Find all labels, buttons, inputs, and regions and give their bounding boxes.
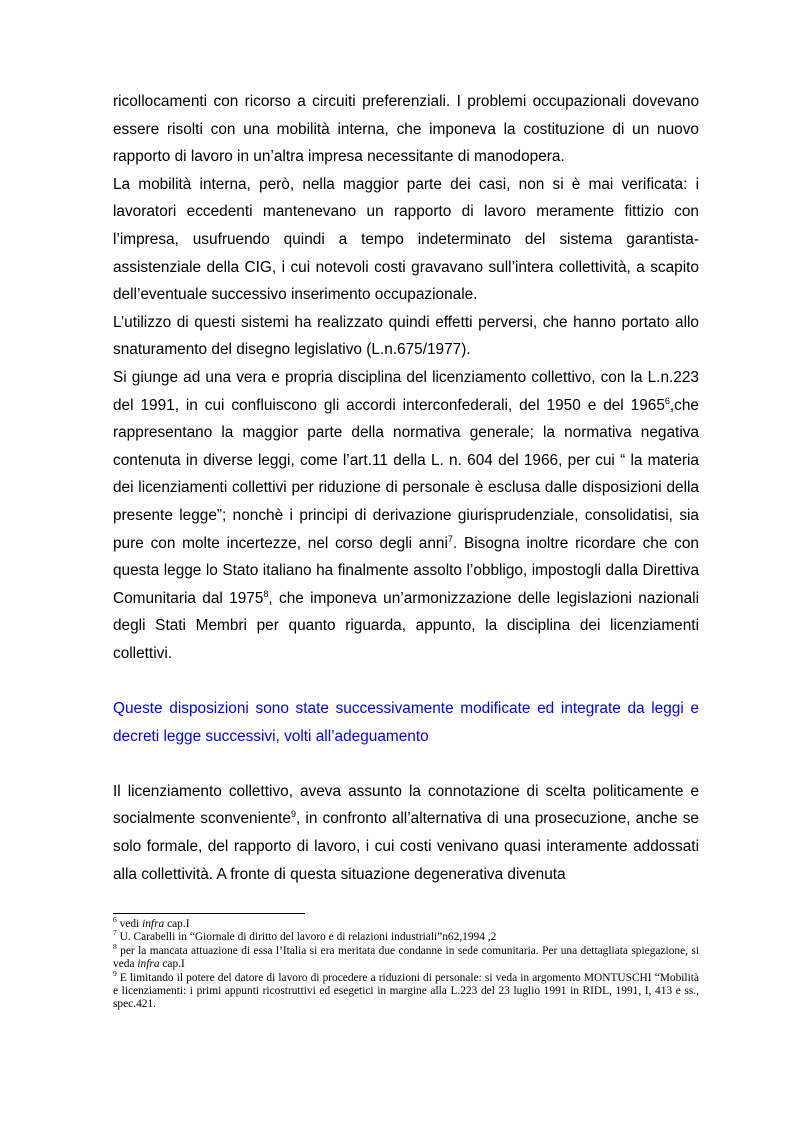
paragraph-3: L’utilizzo di questi sistemi ha realizzato quindi effetti perversi, che hanno portato allo snaturamento del disegno legislativo (L.n.675/1977). bbox=[113, 313, 699, 359]
footnote-6 bbox=[113, 915, 699, 931]
paragraph-6-part-b: , in confronto all’alternativa di una prosecuzione, anche se solo formale, del rapporto di lavoro, i cui costi venivano quasi interamente addossati alla collettività. A fronte di questa situazione degenerativa divenuta bbox=[113, 810, 699, 883]
footnote-ref-8: 8 bbox=[263, 588, 269, 599]
footnote-number: 8 bbox=[113, 942, 117, 952]
paragraph-1: ricollocamenti con ricorso a circuiti preferenziali. I problemi occupazionali dovevano essere risolti con una mobilità interna, che imponeva la costituzione di un nuovo rapporto di lavoro in un’altra impresa necessitante di manodopera. bbox=[113, 93, 699, 166]
main-text bbox=[113, 88, 699, 888]
footnote-text: per la mancata attuazione di essa l’Italia si era meritata due condanne in sede comunitaria. Per una dettagliata spiegazione, si veda bbox=[113, 944, 699, 971]
paragraph-4-part-d: , che imponeva un’armonizzazione delle legislazioni nazionali degli Stati Membri per quanto riguarda, appunto, la disciplina dei licenziamenti collettivi. bbox=[113, 589, 699, 662]
footnote-8 bbox=[113, 942, 699, 972]
paragraph-4-part-c: . Bisogna inoltre ricordare che con questa legge lo Stato italiano ha finalmente assolto l’obbligo, impostogli dalla Direttiva Comunitaria dal 1975 bbox=[113, 534, 699, 607]
footnote-number: 6 bbox=[113, 915, 117, 925]
footnote-italic: infra bbox=[137, 958, 160, 971]
paragraph-4 bbox=[113, 364, 699, 668]
footnote-number: 9 bbox=[113, 968, 117, 978]
footnotes bbox=[113, 915, 699, 1012]
paragraph-6 bbox=[113, 778, 699, 888]
paragraph-spacer bbox=[113, 667, 699, 695]
footnote-italic: infra bbox=[142, 918, 165, 930]
footnote-text: cap.I bbox=[159, 958, 185, 971]
paragraph-4-part-a: Si giunge ad una vera e propria disciplina del licenziamento collettivo, con la L.n.223 del 1991, in cui confluiscono gli accordi interconfederali, del 1950 e del 1965 bbox=[113, 368, 699, 414]
footnote-ref-9: 9 bbox=[290, 809, 296, 820]
footnote-separator bbox=[113, 913, 305, 914]
paragraph-2: La mobilità interna, però, nella maggior parte dei casi, non si è mai verificata: i lavoratori eccedenti mantenevano un rapporto di lavoro meramente fittizio con l’impresa, usufruendo quindi a tempo indeterminato del sistema garantista-assistenziale della CIG, i cui notevoli costi gravavano sull’intera collettività, a scapito dell’eventuale successivo inserimento occupazionale. bbox=[113, 175, 699, 304]
footnote-9 bbox=[113, 968, 699, 1012]
footnote-text: cap.I bbox=[164, 918, 190, 930]
paragraph-6-part-a: Il licenziamento collettivo, aveva assunto la connotazione di scelta politicamente e socialmente sconveniente bbox=[113, 782, 699, 828]
footnote-ref-6: 6 bbox=[664, 395, 670, 406]
footnote-7 bbox=[113, 928, 699, 944]
paragraph-4-part-b: ,che rappresentano la maggior parte della normativa generale; la normativa negativa contenuta in diverse leggi, come l’art.11 della L. n. 604 del 1966, per cui “ la materia dei licenziamenti collettivi per riduzione di personale è esclusa dalle disposizioni della presente legge”; nonchè i principi di derivazione giurisprudenziale, consolidatisi, sia pure con molte incertezze, nel corso degli anni bbox=[113, 396, 699, 552]
footnote-text: E limitando il potere del datore di lavoro di procedere a riduzioni di personale: si veda in argomento MONTUSCHI “Mobilità e licenziamenti: i primi appunti ricostruttivi ed esegetici in margine alla L.223 del 23 luglio 1991 in RIDL, 1991, I, 413 e ss., spec.421. bbox=[113, 971, 699, 1011]
footnote-text: U. Carabelli in “Giornale di diritto del lavoro e di relazioni industriali”n62,1994 ,2 bbox=[116, 931, 497, 944]
paragraph-spacer bbox=[113, 750, 699, 778]
paragraph-5-highlighted: Queste disposizioni sono state successivamente modificate ed integrate da leggi e decreti legge successivi, volti all’adeguamento bbox=[113, 700, 699, 745]
footnote-text: vedi bbox=[116, 918, 143, 930]
footnote-ref-7: 7 bbox=[447, 533, 453, 544]
footnote-number: 7 bbox=[113, 928, 117, 938]
